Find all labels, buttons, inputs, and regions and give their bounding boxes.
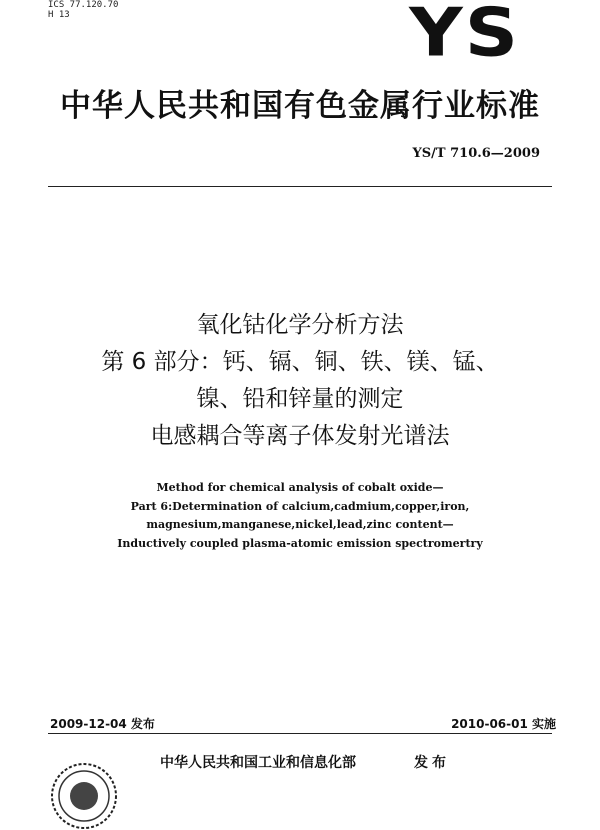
ys-logo: YS xyxy=(409,0,520,72)
issue-date: 2009-12-04 发布 xyxy=(50,717,155,731)
ics-code: ICS 77.120.70 xyxy=(48,0,119,10)
title-en-line-4: Inductively coupled plasma-atomic emission spectromertry xyxy=(117,536,483,550)
title-english xyxy=(0,479,600,553)
organization-title: 中华人民共和国有色金属行业标准 xyxy=(60,88,540,124)
standard-number: YS/T 710.6—2009 xyxy=(412,146,540,161)
effective-date: 2010-06-01 实施 xyxy=(451,717,556,731)
header-divider xyxy=(48,186,552,187)
title-cn-line-3: 镍、铅和锌量的测定 xyxy=(196,386,404,412)
official-seal-icon xyxy=(50,762,118,830)
issuing-authority: 中华人民共和国工业和信息化部 xyxy=(160,755,356,771)
title-cn-line-2: 第 6 部分：钙、镉、铜、铁、镁、锰、 xyxy=(101,349,499,375)
title-en-line-1: Method for chemical analysis of cobalt oxide— xyxy=(156,481,444,494)
title-en-line-3: magnesium,manganese,nickel,lead,zinc content— xyxy=(146,518,454,531)
title-cn-line-4: 电感耦合等离子体发射光谱法 xyxy=(150,423,450,449)
ccs-code: H 13 xyxy=(48,10,70,20)
title-en-line-2: Part 6:Determination of calcium,cadmium,copper,iron, xyxy=(130,499,470,513)
title-cn-line-1: 氧化钴化学分析方法 xyxy=(196,312,404,338)
footer-divider xyxy=(48,733,552,734)
title-chinese xyxy=(0,307,600,455)
classification-codes xyxy=(48,0,118,20)
issuing-verb: 发布 xyxy=(414,755,450,771)
